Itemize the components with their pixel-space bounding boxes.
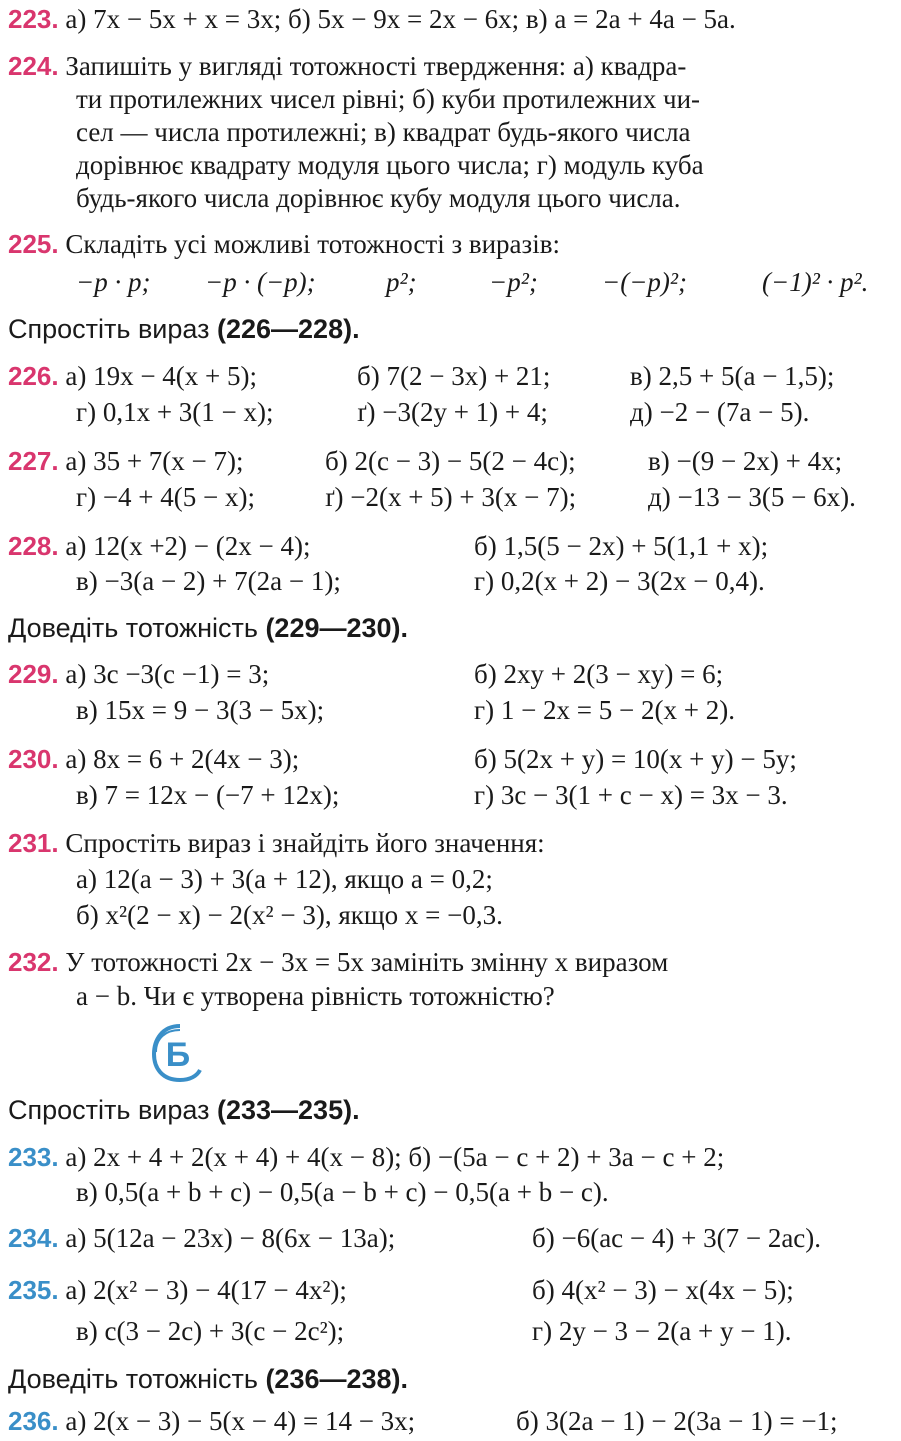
item: ґ) −2(x + 5) + 3(x − 7); <box>325 482 577 512</box>
exercise-text: а) 7x − 5x + x = 3x; б) 5x − 9x = 2x − 6x; в) a = 2a + 4a − 5a. <box>65 4 736 34</box>
item: а) 19x − 4(x + 5); <box>65 361 258 391</box>
exercise-225 <box>8 228 560 260</box>
item: в) −(9 − 2x) + 4x; <box>648 446 843 476</box>
exercise-text-line: будь-якого числа дорівнює кубу модуля цього числа. <box>76 183 681 213</box>
heading-text: Доведіть тотожність <box>8 1364 266 1394</box>
exercise-number: 236. <box>8 1406 59 1436</box>
exercise-number: 233. <box>8 1142 59 1172</box>
section-heading <box>8 1094 360 1126</box>
exercise-number: 230. <box>8 744 59 774</box>
item: а) 5(12a − 23x) − 8(6x − 13a); <box>65 1223 396 1253</box>
item: в) 7 = 12x − (−7 + 12x); <box>76 780 340 810</box>
heading-range: (233—235). <box>217 1095 360 1125</box>
exercise-227 <box>8 445 244 477</box>
expression: −p · (−p); <box>205 267 316 297</box>
item: г) 3c − 3(1 + c − x) = 3x − 3. <box>474 780 788 810</box>
item: ґ) −3(2y + 1) + 4; <box>357 397 548 427</box>
item: а) 12(a − 3) + 3(a + 12), якщо a = 0,2; <box>76 864 493 894</box>
exercise-235 <box>8 1274 347 1306</box>
item: б) 7(2 − 3x) + 21; <box>357 361 551 391</box>
exercise-number: 234. <box>8 1223 59 1253</box>
exercise-number: 223. <box>8 4 59 34</box>
exercise-number: 224. <box>8 51 59 81</box>
item: а) 12(x +2) − (2x − 4); <box>65 531 311 561</box>
item: г) 0,1x + 3(1 − x); <box>76 397 274 427</box>
exercise-text: Складіть усі можливі тотожності з виразів: <box>65 229 560 259</box>
exercise-text-line: a − b. Чи є утворена рівність тотожністю? <box>76 981 555 1011</box>
item: а) 2x + 4 + 2(x + 4) + 4(x − 8); б) −(5a − c + 2) + 3a − c + 2; <box>65 1142 725 1172</box>
item: б) x²(2 − x) − 2(x² − 3), якщо x = −0,3. <box>76 900 503 930</box>
exercise-number: 229. <box>8 659 59 689</box>
heading-text: Доведіть тотожність <box>8 613 266 643</box>
exercise-230 <box>8 743 299 775</box>
item: в) c(3 − 2c) + 3(c − 2c²); <box>76 1316 345 1346</box>
item: б) 4(x² − 3) − x(4x − 5); <box>532 1275 794 1305</box>
heading-range: (236—238). <box>265 1364 409 1394</box>
expression: −p²; <box>489 267 538 297</box>
exercise-number: 231. <box>8 828 59 858</box>
item: а) 2(x² − 3) − 4(17 − 4x²); <box>65 1275 347 1305</box>
item: в) 15x = 9 − 3(3 − 5x); <box>76 695 325 725</box>
exercise-232 <box>8 946 668 978</box>
item: г) −4 + 4(5 − x); <box>76 482 255 512</box>
expression: −(−p)²; <box>602 267 688 297</box>
item: г) 2y − 3 − 2(a + y − 1). <box>532 1316 792 1346</box>
exercise-224 <box>8 50 686 82</box>
item: б) 1,5(5 − 2x) + 5(1,1 + x); <box>474 531 769 561</box>
exercise-236 <box>8 1405 415 1437</box>
item: г) 1 − 2x = 5 − 2(x + 2). <box>474 695 735 725</box>
heading-range: (229—230). <box>265 613 409 643</box>
exercise-226 <box>8 360 257 392</box>
exercise-234 <box>8 1222 395 1254</box>
section-heading <box>8 1363 408 1395</box>
heading-text: Спростіть вираз <box>8 1095 217 1125</box>
item: д) −2 − (7a − 5). <box>630 397 810 427</box>
item: а) 3c −3(c −1) = 3; <box>65 659 270 689</box>
exercise-text: Спростіть вираз і знайдіть його значення: <box>65 828 545 858</box>
exercise-number: 228. <box>8 531 59 561</box>
exercise-text-line: сел — числа протилежні; в) квадрат будь-якого числа <box>76 117 691 147</box>
item: д) −13 − 3(5 − 6x). <box>648 482 856 512</box>
exercise-text-line: дорівнює квадрату модуля цього числа; г) модуль куба <box>76 150 704 180</box>
item: б) 5(2x + y) = 10(x + y) − 5y; <box>474 744 797 774</box>
heading-range: (226—228). <box>217 314 360 344</box>
item: б) −6(ac − 4) + 3(7 − 2ac). <box>532 1223 822 1253</box>
heading-text: Спростіть вираз <box>8 314 217 344</box>
badge-letter: Б <box>165 1036 191 1074</box>
exercise-number: 225. <box>8 229 59 259</box>
exercise-223 <box>8 3 736 35</box>
item: б) 3(2a − 1) − 2(3a − 1) = −1; <box>516 1406 838 1436</box>
exercise-text-line: У тотожності 2x − 3x = 5x замініть змінну x виразом <box>65 947 669 977</box>
item: а) 35 + 7(x − 7); <box>65 446 244 476</box>
expression: (−1)² · p². <box>762 267 869 297</box>
exercise-number: 226. <box>8 361 59 391</box>
level-b-badge <box>150 1022 204 1084</box>
item: а) 2(x − 3) − 5(x − 4) = 14 − 3x; <box>65 1406 416 1436</box>
item: в) −3(a − 2) + 7(2a − 1); <box>76 566 341 596</box>
exercise-number: 232. <box>8 947 59 977</box>
item: в) 0,5(a + b + c) − 0,5(a − b + c) − 0,5(a + b − c). <box>76 1177 609 1207</box>
exercise-text-line: ти протилежних чисел рівні; б) куби протилежних чи- <box>76 84 701 114</box>
level-badge-icon <box>150 1022 204 1084</box>
exercise-228 <box>8 530 310 562</box>
exercise-number: 227. <box>8 446 59 476</box>
item: а) 8x = 6 + 2(4x − 3); <box>65 744 300 774</box>
item: б) 2xy + 2(3 − xy) = 6; <box>474 659 724 689</box>
item: б) 2(c − 3) − 5(2 − 4c); <box>325 446 576 476</box>
expression: −p · p; <box>76 267 151 297</box>
exercise-text-line: Запишіть у вигляді тотожності твердження: а) квадра- <box>65 51 687 81</box>
exercise-number: 235. <box>8 1275 59 1305</box>
item: г) 0,2(x + 2) − 3(2x − 0,4). <box>474 566 765 596</box>
section-heading <box>8 313 360 345</box>
item: в) 2,5 + 5(a − 1,5); <box>630 361 835 391</box>
exercise-233 <box>8 1141 724 1173</box>
section-heading <box>8 612 408 644</box>
exercise-231 <box>8 827 545 859</box>
exercise-229 <box>8 658 269 690</box>
expression: p²; <box>386 267 417 297</box>
